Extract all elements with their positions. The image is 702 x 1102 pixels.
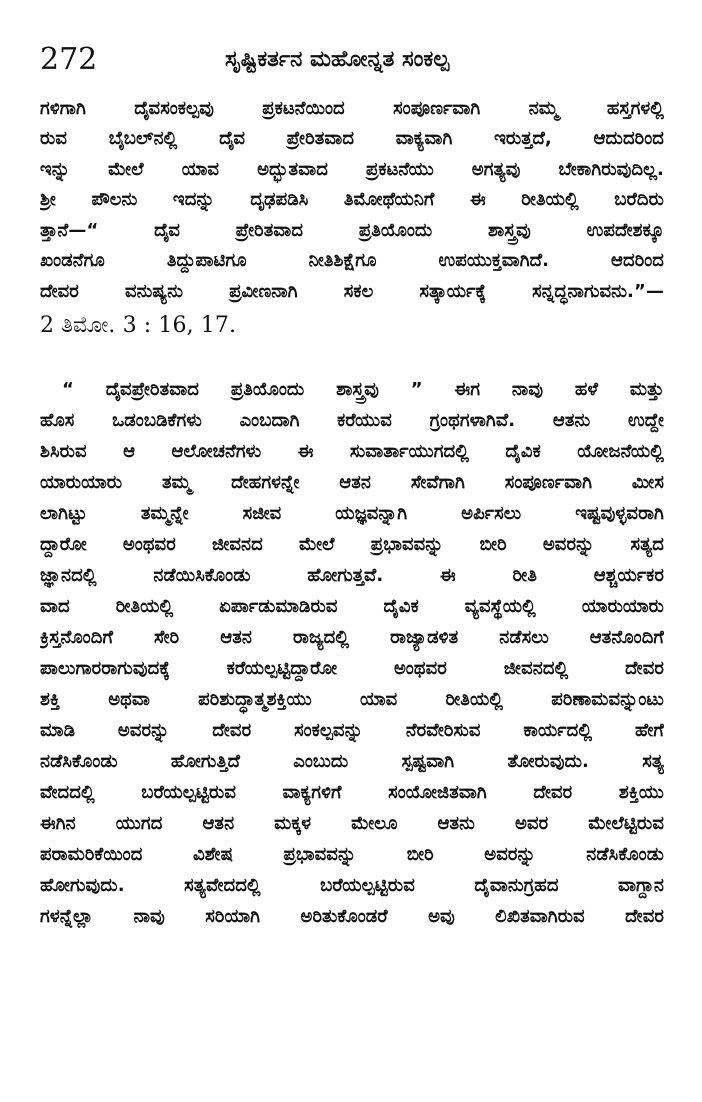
text-line: ಶ್ರೀ ಪೌಲನು ಇದನ್ನು ದೃಢಪಡಿಸಿ ತಿಮೋಥೆಯನಿಗೆ ಈ ರೀತಿಯಲ್ಲಿ ಬರೆದಿರು (40, 189, 664, 210)
text-line: ರುವ ಬೈಬಲ್‌ನಲ್ಲಿ ದೈವ ಪ್ರೇರಿತವಾದ ವಾಕ್ಯವಾಗಿ ಇರುತ್ತದೆ, ಆದುದರಿಂದ (40, 128, 664, 149)
text-line: ಲಾಗಿಟ್ಟು ತಮ್ಮನ್ನೇ ಸಜೀವ ಯಜ್ಞವನ್ನಾಗಿ ಅರ್ಪಿಸಲು ಇಷ್ಟವುಳ್ಳವರಾಗಿ (40, 503, 664, 524)
text-line: “ ದೈವಪ್ರೇರಿತವಾದ ಪ್ರತಿಯೊಂದು ಶಾಸ್ತ್ರವು ” ಈಗ ನಾವು ಹಳೆ ಮತ್ತು (62, 379, 664, 400)
text-line: ಶಕ್ತಿ ಅಥವಾ ಪರಿಶುದ್ಧಾತ್ಮಶಕ್ತಿಯು ಯಾವ ರೀತಿಯಲ್ಲಿ ಪರಿಣಾಮವನ್ನುಂಟು (40, 689, 664, 710)
running-title: ಸೃಷ್ಟಿಕರ್ತನ ಮಹೋನ್ನತ ಸಂಕಲ್ಪ (225, 47, 450, 72)
text-line: ಹೊಸ ಒಡಂಬಡಿಕೆಗಳು ಎಂಬದಾಗಿ ಕರೆಯುವ ಗ್ರಂಥಗಳಾಗಿವೆ. ಆತನು ಉದ್ದೇ (40, 410, 664, 431)
text-line: ದ್ದಾರೋ ಅಂಥವರ ಜೀವನದ ಮೇಲೆ ಪ್ರಭಾವವನ್ನು ಬೀರಿ ಅವರನ್ನು ಸತ್ಯದ (40, 534, 664, 555)
text-line: ಪರಾಮರಿಕೆಯಿಂದ ವಿಶೇಷ ಪ್ರಭಾವವನ್ನು ಬೀರಿ ಅವರನ್ನು ನಡೆಸಿಕೊಂಡು (40, 844, 664, 865)
text-line: ಶಿಸಿರುವ ಆ ಆಲೋಚನೆಗಳು ಈ ಸುವಾರ್ತಾಯುಗದಲ್ಲಿ ದೈವಿಕ ಯೋಜನೆಯಲ್ಲಿ (40, 441, 664, 462)
text-line: ಈಗಿನ ಯುಗದ ಆತನ ಮಕ್ಕಳ ಮೇಲೂ ಆತನು ಅವರ ಮೇಲೆಟ್ಟಿರುವ (40, 813, 664, 834)
text-line: ಪಾಲುಗಾರರಾಗುವುದಕ್ಕೆ ಕರೆಯಲ್ಪಟ್ಟಿದ್ದಾರೋ ಅಂಥವರ ಜೀವನದಲ್ಲಿ ದೇವರ (40, 658, 664, 679)
text-line: ನಡೆಸಿಕೊಂಡು ಹೋಗುತ್ತಿದೆ ಎಂಬುದು ಸ್ಪಷ್ಟವಾಗಿ ತೋರುವುದು. ಸತ್ಯ (40, 751, 664, 772)
text-line: ಕ್ರಿಸ್ತನೊಂದಿಗೆ ಸೇರಿ ಆತನ ರಾಜ್ಯದಲ್ಲಿ ರಾಜ್ಯಾಡಳಿತ ನಡೆಸಲು ಆತನೊಂದಿಗೆ (40, 627, 664, 648)
page-number: 272 (40, 42, 98, 77)
text-line: ಮಾಡಿ ಅವರನ್ನು ದೇವರ ಸಂಕಲ್ಪವನ್ನು ನೆರವೇರಿಸುವ ಕಾರ್ಯದಲ್ಲಿ ಹೇಗೆ (40, 720, 664, 741)
text-line: ಹೋಗುವುದು. ಸತ್ಯವೇದದಲ್ಲಿ ಬರೆಯಲ್ಪಟ್ಟಿರುವ ದೈವಾನುಗ್ರಹದ ವಾಗ್ದಾನ (40, 875, 664, 896)
text-line: ತ್ತಾನೆ—“ ದೈವ ಪ್ರೇರಿತವಾದ ಪ್ರತಿಯೊಂದು ಶಾಸ್ತ್ರವು ಉಪದೇಶಕ್ಕೂ (40, 220, 664, 241)
scripture-reference: 2 ತಿಮೋ. 3 : 16, 17. (40, 313, 237, 338)
text-line: ವೇದದಲ್ಲಿ ಬರೆಯಲ್ಪಟ್ಟಿರುವ ವಾಕ್ಯಗಳಿಗೆ ಸಂಯೋಜಿತವಾಗಿ ದೇವರ ಶಕ್ತಿಯು (40, 782, 664, 803)
text-line: ಜ್ಞಾನದಲ್ಲಿ ನಡೆಯಿಸಿಕೊಂಡು ಹೋಗುತ್ತವೆ. ಈ ರೀತಿ ಆಶ್ಚರ್ಯಕರ (40, 565, 664, 586)
text-line: ವಾದ ರೀತಿಯಲ್ಲಿ ಏರ್ಪಾಡುಮಾಡಿರುವ ದೈವಿಕ ವ್ಯವಸ್ಥೆಯಲ್ಲಿ ಯಾರುಯಾರು (40, 596, 664, 617)
text-line: ದೇವರ ವನುಷ್ಯನು ಪ್ರವೀಣನಾಗಿ ಸಕಲ ಸತ್ಕಾರ್ಯಕ್ಕೆ ಸನ್ನದ್ಧನಾಗುವನು.”— (40, 281, 664, 302)
text-line: ಖಂಡನೆಗೂ ತಿದ್ದುಪಾಟಿಗೂ ನೀತಿಶಿಕ್ಷೆಗೂ ಉಪಯುಕ್ತವಾಗಿದೆ. ಆದರಿಂದ (40, 250, 664, 271)
text-line: ಗಳನ್ನೆಲ್ಲಾ ನಾವು ಸರಿಯಾಗಿ ಅರಿತುಕೊಂಡರೆ ಅವು ಲಿಖಿತವಾಗಿರುವ ದೇವರ (40, 906, 664, 927)
page-header (40, 40, 662, 80)
text-line: ಯಾರುಯಾರು ತಮ್ಮ ದೇಹಗಳನ್ನೇ ಆತನ ಸೇವೆಗಾಗಿ ಸಂಪೂರ್ಣವಾಗಿ ಮೀಸ (40, 472, 664, 493)
text-line: ಗಳಿಗಾಗಿ ದೈವಸಂಕಲ್ಪವು ಪ್ರಕಟನೆಯಿಂದ ಸಂಪೂರ್ಣವಾಗಿ ನಮ್ಮ ಹಸ್ತಗಳಲ್ಲಿ (40, 98, 664, 119)
text-line: ಇನ್ನು ಮೇಲೆ ಯಾವ ಅದ್ಭುತವಾದ ಪ್ರಕಟನೆಯು ಅಗತ್ಯವು ಬೇಕಾಗಿರುವುದಿಲ್ಲ. (40, 159, 664, 180)
